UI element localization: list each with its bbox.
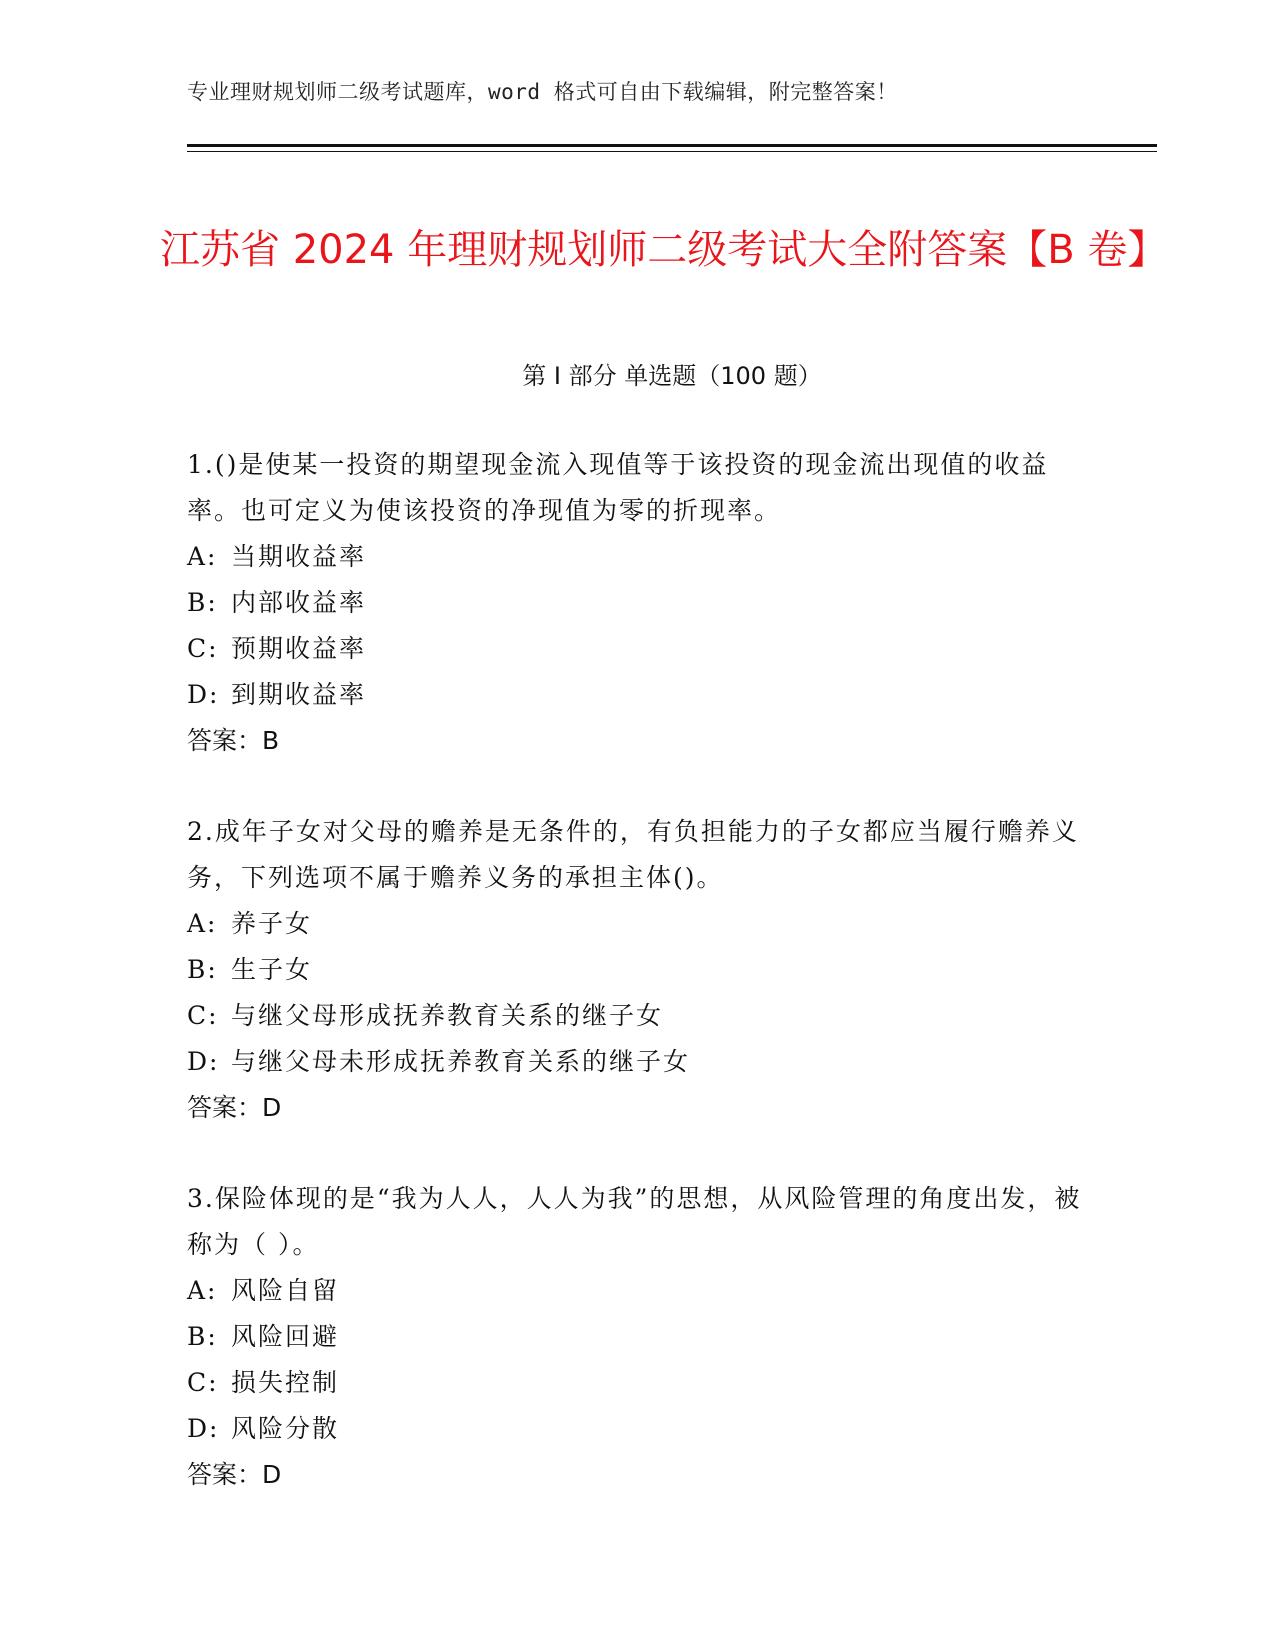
option-text: 到期收益率 — [231, 680, 367, 709]
option-b — [187, 947, 1087, 993]
header-divider-thick — [187, 144, 1157, 147]
option-d — [187, 672, 1087, 718]
option-text: 生子女 — [231, 955, 313, 984]
option-text: 当期收益率 — [231, 542, 367, 571]
option-text: 损失控制 — [231, 1368, 340, 1397]
answer-line: 答案：D — [187, 1460, 282, 1489]
option-text: 养子女 — [231, 909, 313, 938]
option-c — [187, 626, 1087, 672]
option-text: 风险自留 — [231, 1276, 340, 1305]
option-c — [187, 1360, 1087, 1406]
question-2 — [187, 809, 1087, 1131]
question-1 — [187, 442, 1087, 764]
header-divider-thin — [187, 151, 1157, 152]
option-letter: C: — [187, 634, 219, 663]
option-letter: D: — [187, 1047, 220, 1076]
option-a — [187, 1268, 1087, 1314]
option-text: 与继父母形成抚养教育关系的继子女 — [231, 1001, 664, 1030]
option-letter: C: — [187, 1001, 219, 1030]
option-text: 风险分散 — [231, 1414, 340, 1443]
option-text: 内部收益率 — [231, 588, 367, 617]
answer-line: 答案：D — [187, 1093, 282, 1122]
option-a — [187, 901, 1087, 947]
option-letter: B: — [187, 1322, 218, 1351]
option-letter: D: — [187, 1414, 220, 1443]
answer-line: 答案：B — [187, 726, 280, 755]
option-text: 风险回避 — [231, 1322, 340, 1351]
option-letter: A: — [187, 542, 218, 571]
question-stem: 1.()是使某一投资的期望现金流入现值等于该投资的现金流出现值的收益率。也可定义为使该投资的净现值为零的折现率。 — [187, 450, 1049, 525]
question-list — [187, 442, 1087, 1543]
option-d — [187, 1039, 1087, 1085]
option-b — [187, 580, 1087, 626]
question-stem: 3.保险体现的是“我为人人，人人为我”的思想，从风险管理的角度出发，被称为（ ）。 — [187, 1184, 1082, 1259]
option-d — [187, 1406, 1087, 1452]
option-letter: B: — [187, 955, 218, 984]
header-note: 专业理财规划师二级考试题库，word 格式可自由下载编辑，附完整答案！ — [187, 80, 898, 104]
option-letter: A: — [187, 1276, 218, 1305]
option-letter: B: — [187, 588, 218, 617]
option-text: 预期收益率 — [231, 634, 367, 663]
option-letter: A: — [187, 909, 218, 938]
question-stem: 2.成年子女对父母的赡养是无条件的，有负担能力的子女都应当履行赡养义务，下列选项不属于赡养义务的承担主体()。 — [187, 817, 1079, 892]
option-text: 与继父母未形成抚养教育关系的继子女 — [231, 1047, 691, 1076]
section-title: 第 I 部分 单选题（100 题） — [522, 362, 822, 390]
option-b — [187, 1314, 1087, 1360]
question-3 — [187, 1176, 1087, 1498]
option-letter: D: — [187, 680, 220, 709]
option-a — [187, 534, 1087, 580]
option-letter: C: — [187, 1368, 219, 1397]
document-title: 江苏省 2024 年理财规划师二级考试大全附答案【B 卷】 — [160, 226, 1168, 273]
option-c — [187, 993, 1087, 1039]
